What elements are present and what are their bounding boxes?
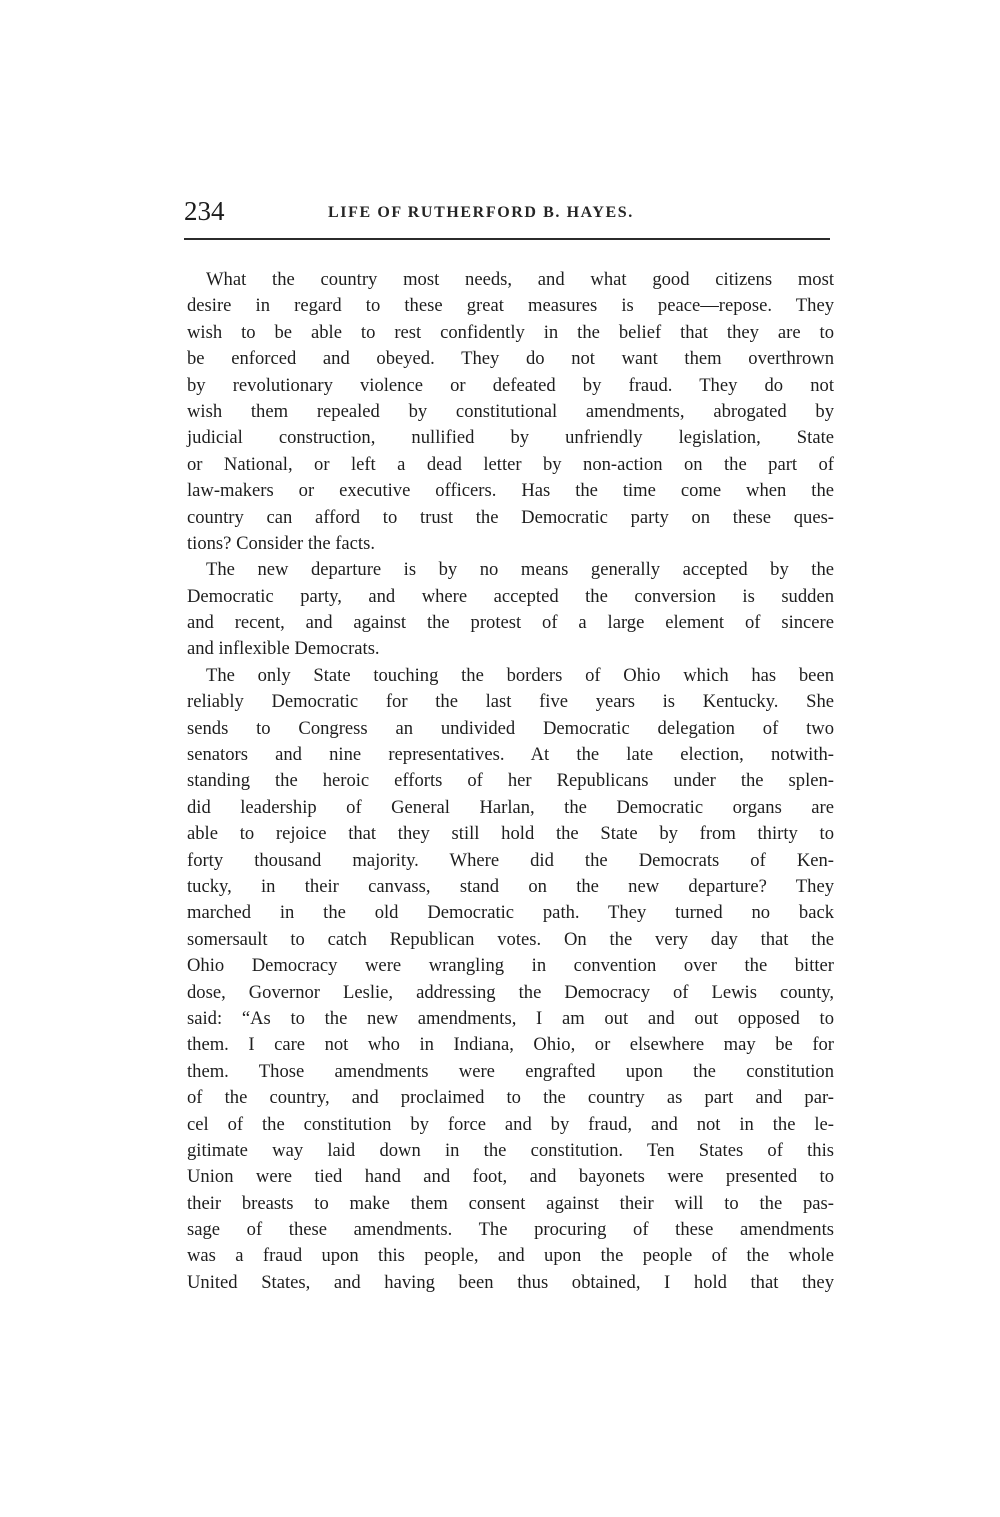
- paragraph: [187, 663, 834, 1296]
- text-line: senators and nine representatives. At the late election, notwith-: [187, 744, 834, 766]
- text-line: able to rejoice that they still hold the State by from thirty to: [187, 823, 834, 845]
- text-line: What the country most needs, and what good citizens most: [206, 269, 834, 290]
- text-line: said: “As to the new amendments, I am out and out opposed to: [187, 1007, 834, 1029]
- text-line: did leadership of General Harlan, the Democratic organs are: [187, 796, 834, 818]
- text-line: desire in regard to these great measures is peace—repose. They: [187, 295, 834, 317]
- body-text: [187, 267, 834, 1296]
- text-line: and recent, and against the protest of a large element of sincere: [187, 612, 834, 634]
- text-line: The only State touching the borders of Ohio which has been: [206, 664, 834, 686]
- text-line: their breasts to make them consent against their will to the pas-: [187, 1192, 834, 1214]
- running-title: LIFE OF RUTHERFORD B. HAYES.: [328, 204, 634, 221]
- text-line: sends to Congress an undivided Democratic delegation of two: [187, 717, 834, 739]
- text-line: gitimate way laid down in the constitution. Ten States of this: [187, 1139, 834, 1161]
- text-line: be enforced and obeyed. They do not want them overthrown: [187, 348, 834, 370]
- text-line: dose, Governor Leslie, addressing the Democracy of Lewis county,: [187, 981, 834, 1003]
- text-line: and inflexible Democrats.: [187, 638, 380, 660]
- text-line: judicial construction, nullified by unfriendly legislation, State: [187, 427, 834, 449]
- text-line: was a fraud upon this people, and upon the people of the whole: [187, 1245, 834, 1267]
- text-line: tions? Consider the facts.: [187, 532, 375, 554]
- text-line: them. I care not who in Indiana, Ohio, or elsewhere may be for: [187, 1034, 834, 1056]
- text-line: marched in the old Democratic path. They turned no back: [187, 902, 834, 924]
- text-line: standing the heroic efforts of her Republicans under the splen-: [187, 770, 834, 792]
- paragraph: [187, 267, 834, 557]
- text-line: Democratic party, and where accepted the conversion is sudden: [187, 585, 834, 607]
- text-line: country can afford to trust the Democratic party on these ques-: [187, 506, 834, 528]
- text-line: The new departure is by no means generally accepted by the: [206, 559, 834, 581]
- text-line: them. Those amendments were engrafted upon the constitution: [187, 1060, 834, 1082]
- text-line: cel of the constitution by force and by fraud, and not in the le-: [187, 1113, 834, 1135]
- text-line: forty thousand majority. Where did the Democrats of Ken-: [187, 849, 834, 871]
- text-line: law-makers or executive officers. Has the time come when the: [187, 480, 834, 502]
- text-line: reliably Democratic for the last five years is Kentucky. She: [187, 691, 834, 713]
- text-line: Ohio Democracy were wrangling in convention over the bitter: [187, 955, 834, 977]
- text-line: tucky, in their canvass, stand on the new departure? They: [187, 875, 834, 897]
- paragraph: [187, 557, 834, 663]
- text-line: sage of these amendments. The procuring of these amendments: [187, 1219, 834, 1241]
- text-line: United States, and having been thus obtained, I hold that they: [187, 1271, 834, 1293]
- text-line: by revolutionary violence or defeated by fraud. They do not: [187, 374, 834, 396]
- text-line: wish to be able to rest confidently in the belief that they are to: [187, 321, 834, 343]
- text-line: or National, or left a dead letter by non-action on the part of: [187, 453, 834, 475]
- header-rule: [184, 238, 830, 240]
- text-line: wish them repealed by constitutional amendments, abrogated by: [187, 400, 834, 422]
- running-head: [184, 196, 830, 232]
- text-line: of the country, and proclaimed to the country as part and par-: [187, 1087, 834, 1109]
- text-line: Union were tied hand and foot, and bayonets were presented to: [187, 1166, 834, 1188]
- text-line: somersault to catch Republican votes. On the very day that the: [187, 928, 834, 950]
- page-number: 234: [184, 196, 225, 226]
